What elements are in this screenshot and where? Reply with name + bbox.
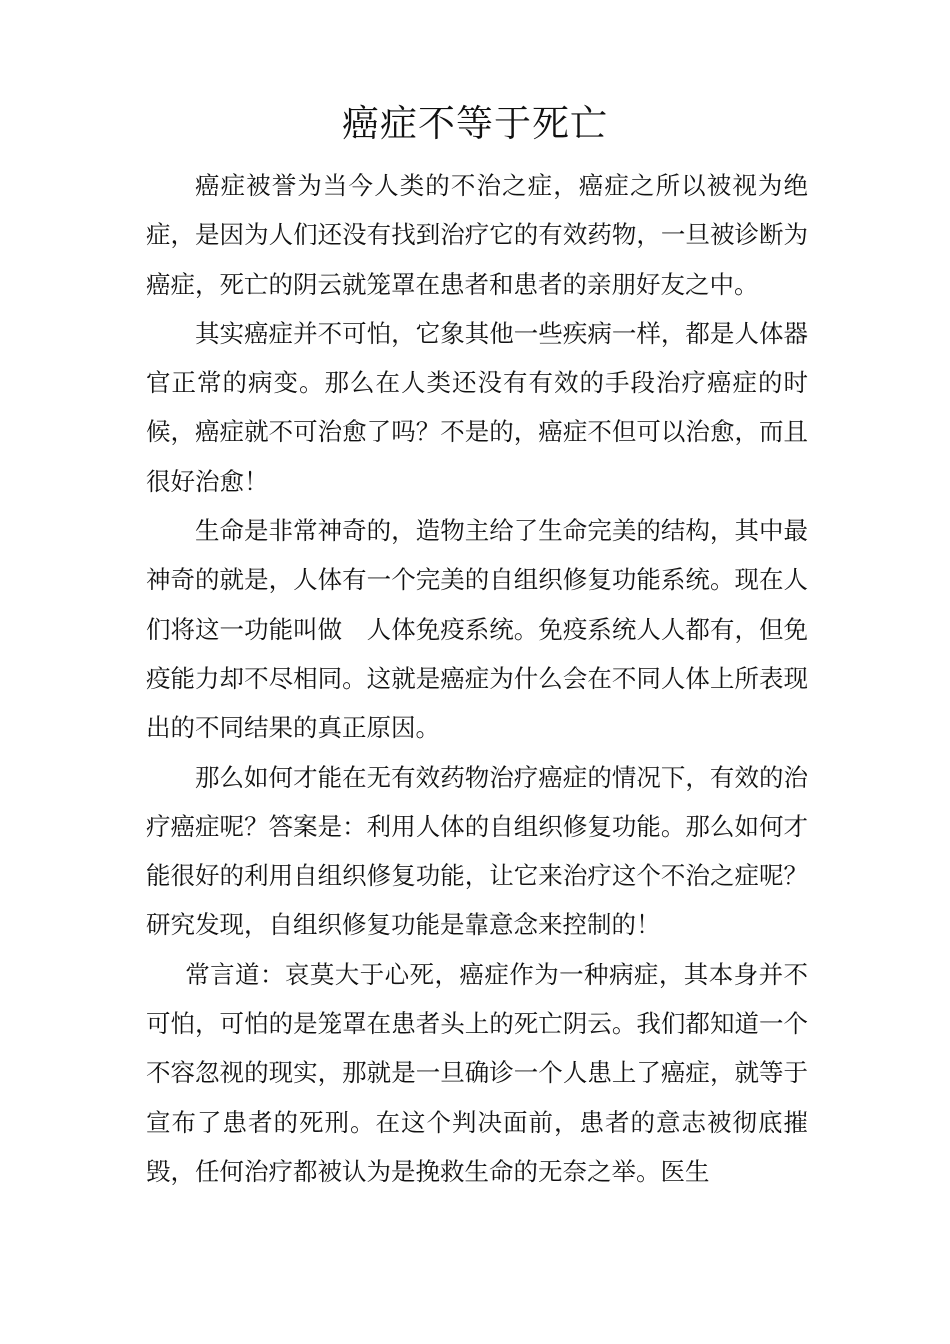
- page-title: 癌症不等于死亡: [342, 102, 608, 145]
- paragraph-1: 癌症被誉为当今人类的不治之症，癌症之所以被视为绝症，是因为人们还没有找到治疗它的有效药物，一旦被诊断为癌症，死亡的阴云就笼罩在患者和患者的亲朋好友之中。: [146, 171, 808, 299]
- paragraph-2: 其实癌症并不可怕，它象其他一些疾病一样，都是人体器官正常的病变。那么在人类还没有有效的手段治疗癌症的时候，癌症就不可治愈了吗？不是的，癌症不但可以治愈，而且很好治愈！: [146, 318, 808, 496]
- article-body: [146, 161, 808, 1196]
- paragraph-3: 生命是非常神奇的，造物主给了生命完美的结构，其中最神奇的就是，人体有一个完美的自组织修复功能系统。现在人们将这一功能叫做 人体免疫系统。免疫系统人人都有，但免疫能力却不尽相同。这就是癌症为什么会在不同人体上所表现出的不同结果的真正原因。: [146, 516, 808, 743]
- paragraph-5: 常言道：哀莫大于心死，癌症作为一种病症，其本身并不可怕，可怕的是笼罩在患者头上的死亡阴云。我们都知道一个不容忽视的现实，那就是一旦确诊一个人患上了癌症，就等于宣布了患者的死刑。在这个判决面前，患者的意志被彻底摧毁，任何治疗都被认为是挽救生命的无奈之举。医生: [146, 959, 808, 1186]
- paragraph-4: 那么如何才能在无有效药物治疗癌症的情况下，有效的治疗癌症呢？答案是：利用人体的自组织修复功能。那么如何才能很好的利用自组织修复功能，让它来治疗这个不治之症呢？研究发现，自组织修复功能是靠意念来控制的！: [146, 762, 808, 940]
